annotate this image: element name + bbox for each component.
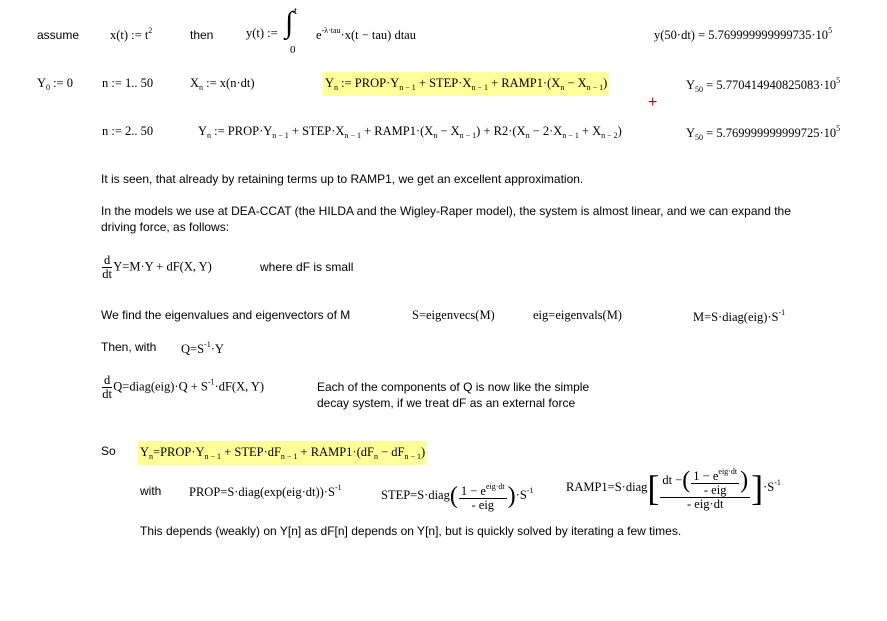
prop-definition[interactable]: [189, 483, 342, 500]
ramp-inner-den: - eig: [703, 483, 727, 498]
f-s2: n − 1: [471, 83, 488, 92]
m-decomp-text: M=S·diag(eig)·S: [693, 310, 779, 324]
deriv-q-den: dt: [102, 387, 112, 401]
decay-note-line2: decay system, if we treat dF as an external force: [317, 396, 576, 410]
step-den: - eig: [471, 498, 495, 513]
x-definition[interactable]: [110, 26, 152, 43]
q-ode-post: ·dF(X, Y): [214, 379, 265, 394]
with-label: with: [140, 484, 162, 498]
qdef-post: ·Y: [210, 342, 224, 356]
paragraph-models-line1: In the models we use at DEA-CCAT (the HILDA and the Wigley-Raper model), the system is almost linear, and we can expand the: [101, 204, 791, 218]
integral-upper: t: [294, 5, 298, 17]
y50-exact-value: y(50·dt) = 5.769999999999735·10: [654, 28, 829, 42]
range-2-50[interactable]: n := 2.. 50: [102, 124, 154, 138]
ramp-inner-num: [691, 465, 739, 484]
step-fraction: [459, 480, 507, 512]
xn-sub: n: [199, 83, 204, 92]
ode-rhs: Y=M·Y + dF(X, Y): [113, 259, 212, 274]
f-s3: n: [560, 83, 565, 92]
x-def-exp: 2: [148, 26, 153, 35]
y0-definition[interactable]: [37, 76, 73, 92]
y50-exact-exp: 5: [828, 26, 833, 35]
derivative-operator-q: [102, 374, 112, 401]
eigenvals-def[interactable]: eig=eigenvals(M): [533, 308, 622, 322]
ramp-outer-den: - eig·dt: [686, 497, 724, 512]
y50-ramp1-value: = 5.770414940825083·10: [703, 78, 837, 92]
where-note: where dF is small: [260, 260, 354, 274]
f-close: ): [603, 76, 608, 90]
integrand-e: e: [316, 28, 322, 42]
y50-ramp1-symbol: Y: [686, 78, 696, 92]
derivative-operator: [102, 254, 112, 281]
qdef-text: Q=S: [181, 342, 205, 356]
ramp-lbracket: [: [647, 468, 660, 509]
prop-exp: -1: [334, 483, 342, 492]
ramp-inner-num-exp: eig·dt: [718, 467, 738, 477]
step-definition[interactable]: [381, 466, 533, 516]
deriv-den: dt: [102, 267, 112, 281]
ramp-text: RAMP1=S·diag: [566, 480, 648, 494]
step-num: [459, 480, 507, 499]
y-integral-lhs: y(t) :=: [246, 26, 278, 40]
f-step: + STEP·X: [415, 76, 472, 90]
ramp-inner-fraction: [691, 465, 739, 497]
m-decomposition[interactable]: [693, 308, 785, 325]
then-with-label: Then, with: [101, 340, 157, 354]
step-sinv-exp: -1: [526, 486, 534, 495]
paragraph-models-line2: driving force, as follows:: [101, 220, 230, 234]
ramp-outer-num: [660, 465, 750, 498]
q-ode-text: Q=diag(eig)·Q + S: [113, 379, 208, 394]
f-ramp: + RAMP1·(X: [487, 76, 561, 90]
y50-ramp1-sub: 50: [695, 85, 704, 94]
y0-value: := 0: [50, 76, 74, 90]
recursion-formula-r2[interactable]: $Y_n$ := $PROP\cdot Y_{n - 1}$ + $STEP\cdot X_{n - 1}$ + $RAMP1\cdot(X_n - X_{n - 1}) + R2\cdot(X_n - 2\cdot X_{n - 1} + X_{n - 2})$: [198, 124, 622, 140]
step-sinv: ·S: [515, 488, 527, 502]
qdef-exp: -1: [204, 340, 211, 349]
integrand-exp: -λ·tau: [321, 26, 341, 35]
ramp-outer-fraction: [660, 465, 750, 511]
f-minus: − X: [564, 76, 587, 90]
y50-r2-exp: 5: [836, 124, 841, 133]
q-ode[interactable]: [101, 374, 264, 401]
integrand-rest: ·x(t − tau) dtau: [340, 28, 416, 42]
step-rparen: ): [507, 483, 516, 510]
decay-note-line1: Each of the components of Q is now like the simple: [317, 380, 590, 394]
assume-label: assume: [37, 28, 80, 42]
step-num-exp: eig·dt: [485, 482, 505, 492]
deriv-q-num: d: [104, 373, 111, 387]
ramp-sinv-exp: -1: [774, 478, 781, 487]
integral-lower: 0: [290, 44, 296, 56]
f-assign: := PROP·Y: [338, 76, 400, 90]
q-ode-exp: -1: [207, 377, 215, 387]
y50-exact[interactable]: [654, 26, 832, 43]
step-text: STEP=S·diag: [381, 488, 450, 502]
step-lparen: (: [449, 483, 458, 510]
y50-r2-symbol: Y: [686, 126, 696, 140]
ramp1-definition[interactable]: [566, 448, 781, 518]
y50-ramp1-exp: 5: [836, 76, 841, 85]
xn-symbol: X: [190, 76, 200, 90]
plus-marker: +: [648, 94, 658, 111]
f-s4: n − 1: [586, 83, 604, 92]
y50-ramp1[interactable]: [686, 76, 840, 94]
ramp-inner-lparen: (: [682, 467, 691, 494]
eigen-text: We find the eigenvalues and eigenvectors of M: [101, 308, 351, 322]
f-y: Y: [325, 76, 335, 90]
xn-definition[interactable]: [190, 76, 255, 92]
y0-sub: 0: [46, 83, 51, 92]
xn-value: := x(n·dt): [203, 76, 255, 90]
range-1-50[interactable]: n := 1.. 50: [102, 76, 154, 90]
f-s1: n − 1: [399, 83, 416, 92]
f-y-sub: n: [334, 83, 339, 92]
y0-symbol: Y: [37, 76, 47, 90]
y50-r2[interactable]: [686, 124, 840, 142]
prop-text: PROP=S·diag(exp(eig·dt))·S: [189, 485, 335, 499]
paragraph-approximation: It is seen, that already by retaining terms up to RAMP1, we get an excellent approximation.: [101, 172, 584, 186]
q-definition[interactable]: [181, 340, 224, 357]
then-label: then: [190, 28, 214, 42]
so-label: So: [101, 444, 116, 458]
eigenvecs-def[interactable]: S=eigenvecs(M): [412, 308, 495, 322]
ramp-inner-num-text: 1 − e: [693, 469, 719, 484]
integral-sign: ∫: [285, 6, 294, 39]
ramp-dt-minus: dt −: [662, 473, 683, 487]
step-num-text: 1 − e: [460, 484, 486, 499]
y50-r2-sub: 50: [695, 133, 704, 142]
ramp-inner-rparen: ): [740, 467, 749, 494]
deriv-num: d: [104, 253, 111, 267]
x-def-text: x(t) := t: [110, 28, 149, 42]
integrand[interactable]: [316, 26, 416, 43]
final-note: This depends (weakly) on Y[n] as dF[n] depends on Y[n], but is quickly solved by iterating a few times.: [140, 524, 682, 538]
final-recursion-formula[interactable]: $Y_n=PROP\cdot Y_{n - 1}$ + $STEP\cdot dF_{n - 1}$ + $RAMP1\cdot(dF_n - dF_{n - 1})$: [138, 441, 427, 465]
m-decomp-exp: -1: [778, 308, 786, 317]
ramp-sinv: ·S: [763, 480, 775, 494]
ramp-rbracket: ]: [751, 468, 764, 509]
y50-r2-value: = 5.769999999999725·10: [703, 126, 837, 140]
ode-system[interactable]: [101, 254, 212, 281]
recursion-formula-ramp1[interactable]: [323, 72, 609, 96]
